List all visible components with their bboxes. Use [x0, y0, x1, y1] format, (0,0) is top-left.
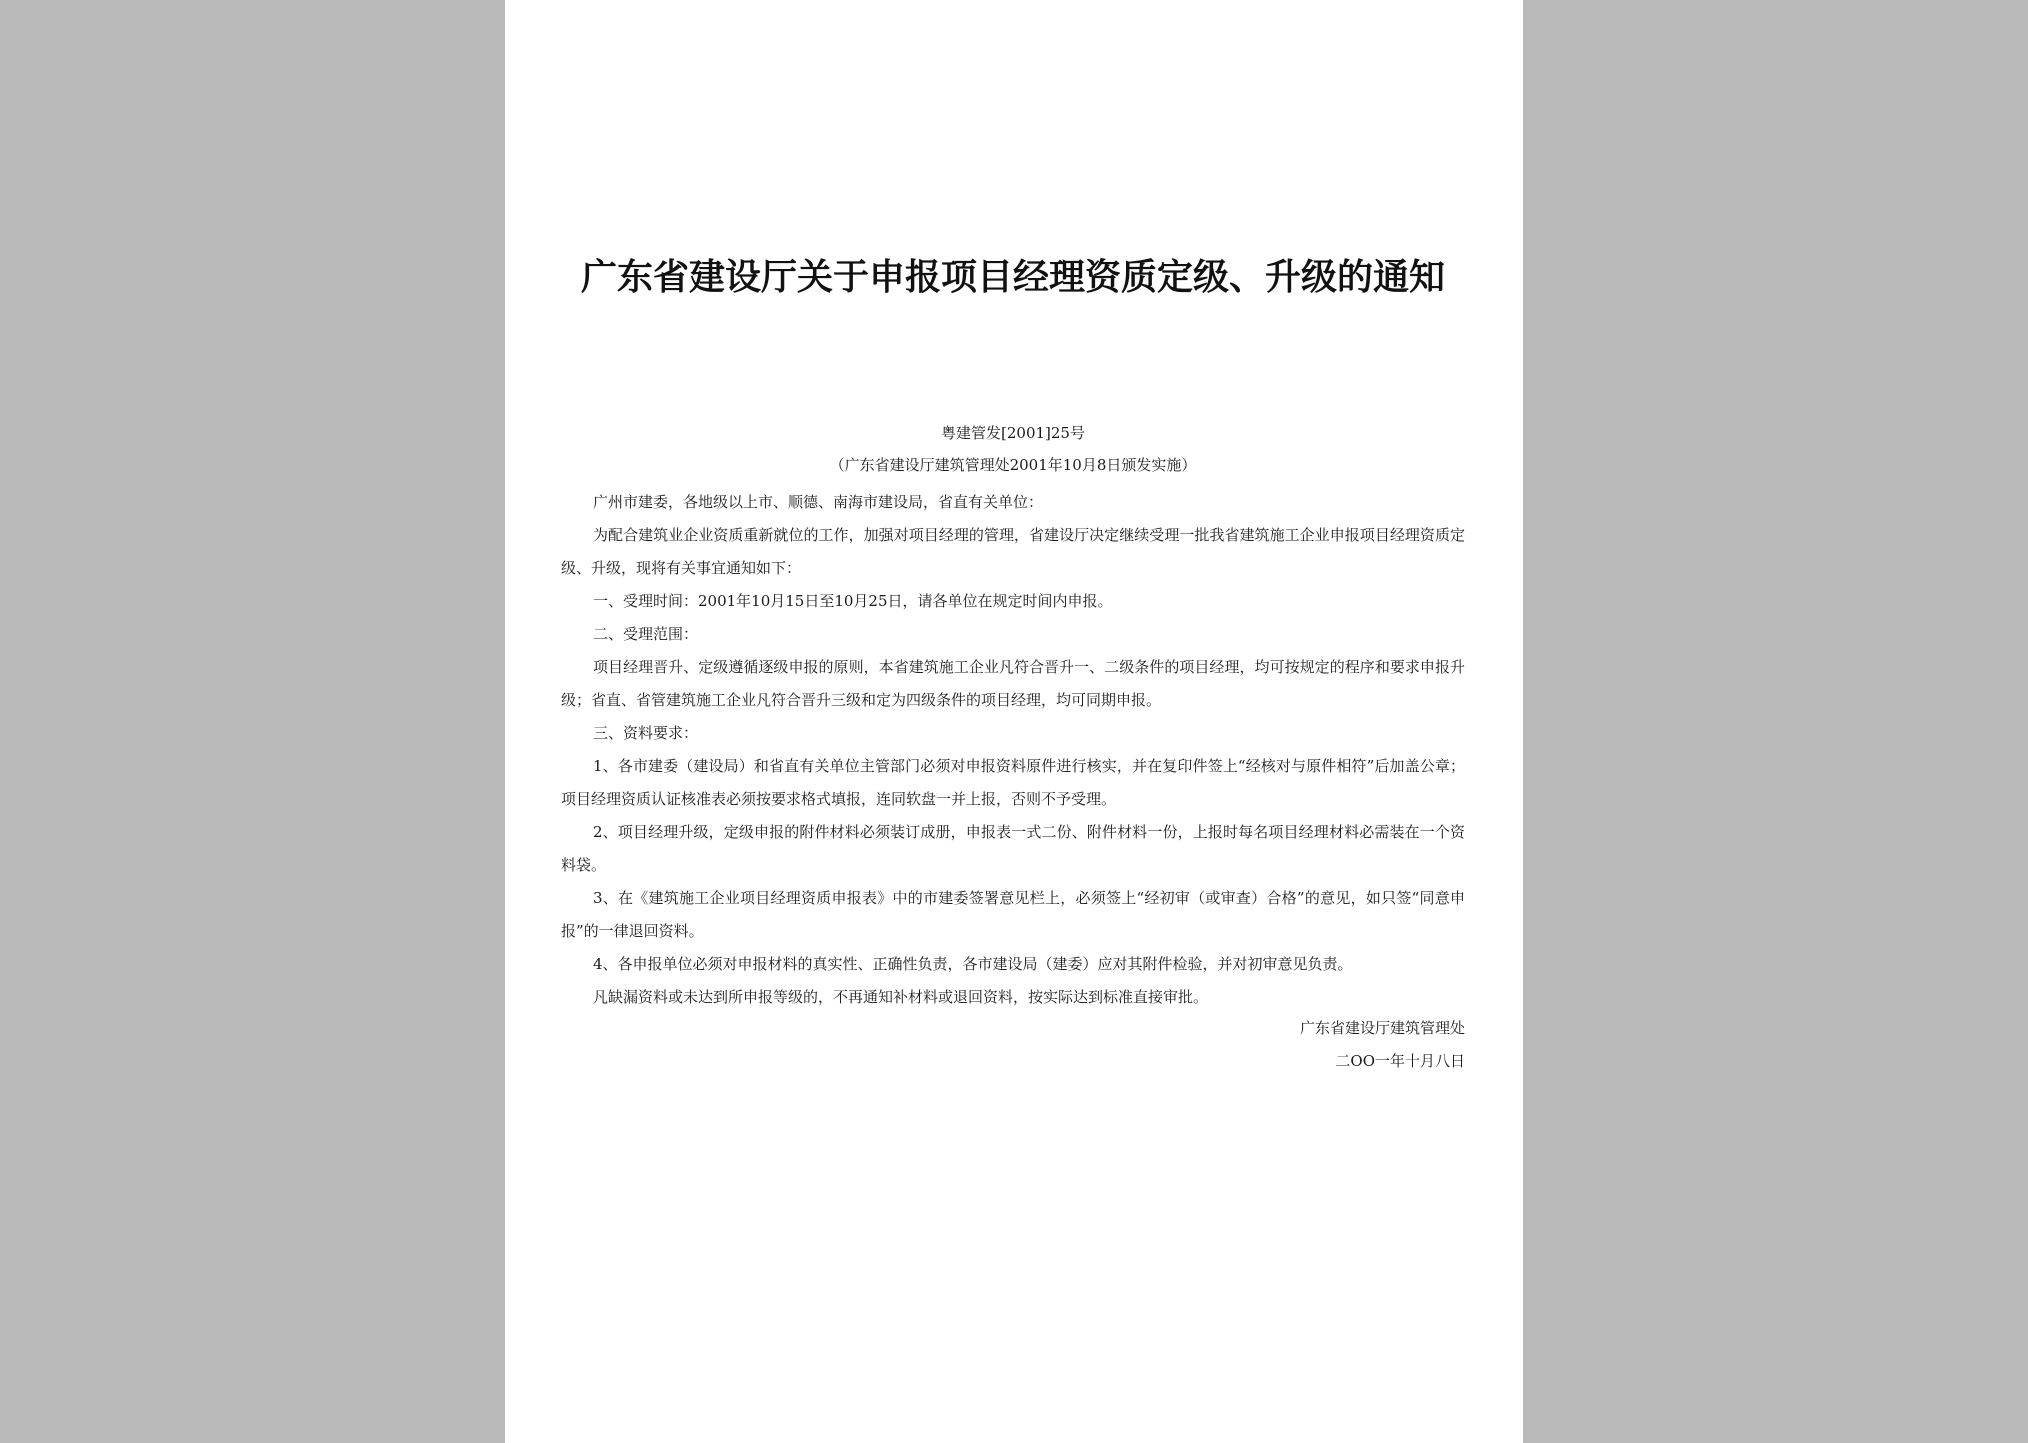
- paragraph-intro: 为配合建筑业企业资质重新就位的工作，加强对项目经理的管理，省建设厅决定继续受理一批我省建筑施工企业申报项目经理资质定级、升级，现将有关事宜通知如下：: [561, 526, 1465, 577]
- document-number: 粤建管发[2001]25号: [941, 424, 1085, 442]
- document-title: 广东省建设厅关于申报项目经理资质定级、升级的通知: [580, 257, 1445, 298]
- paragraph-requirement-1: 1、各市建委（建设局）和省直有关单位主管部门必须对申报资料原件进行核实，并在复印件签上“经核对与原件相符”后加盖公章；项目经理资质认证核准表必须按要求格式填报，连同软盘一并上报，否则不予受理。: [561, 757, 1465, 808]
- paragraph-scope-heading: 二、受理范围：: [593, 625, 699, 643]
- paragraph-requirement-4: 4、各申报单位必须对申报材料的真实性、正确性负责，各市建设局（建委）应对其附件检验，并对初审意见负责。: [593, 955, 1353, 973]
- paragraph-time: 一、受理时间：2001年10月15日至10月25日，请各单位在规定时间内申报。: [593, 592, 1113, 610]
- signature-org: 广东省建设厅建筑管理处: [1299, 1019, 1465, 1037]
- signature-date: 二OO一年十月八日: [1335, 1052, 1465, 1070]
- paragraph-closing: 凡缺漏资料或未达到所申报等级的，不再通知补材料或退回资料，按实际达到标准直接审批。: [593, 988, 1209, 1006]
- issued-by-line: （广东省建设厅建筑管理处2001年10月8日颁发实施）: [829, 456, 1197, 474]
- document-body: [561, 486, 1465, 1014]
- document-page: [505, 0, 1523, 1443]
- signature-block: [1300, 1012, 1465, 1078]
- paragraph-addressee: 广州市建委，各地级以上市、顺德、南海市建设局，省直有关单位：: [593, 493, 1044, 511]
- paragraph-requirements-heading: 三、资料要求：: [593, 724, 699, 742]
- paragraph-requirement-2: 2、项目经理升级，定级申报的附件材料必须装订成册，申报表一式二份、附件材料一份，上报时每名项目经理材料必需装在一个资料袋。: [561, 823, 1465, 874]
- paragraph-scope: 项目经理晋升、定级遵循逐级申报的原则，本省建筑施工企业凡符合晋升一、二级条件的项目经理，均可按规定的程序和要求申报升级；省直、省管建筑施工企业凡符合晋升三级和定为四级条件的项目经理，均可同期申报。: [561, 658, 1465, 709]
- paragraph-requirement-3: 3、在《建筑施工企业项目经理资质申报表》中的市建委签署意见栏上，必须签上“经初审（或审查）合格”的意见，如只签“同意申报”的一律退回资料。: [561, 889, 1465, 940]
